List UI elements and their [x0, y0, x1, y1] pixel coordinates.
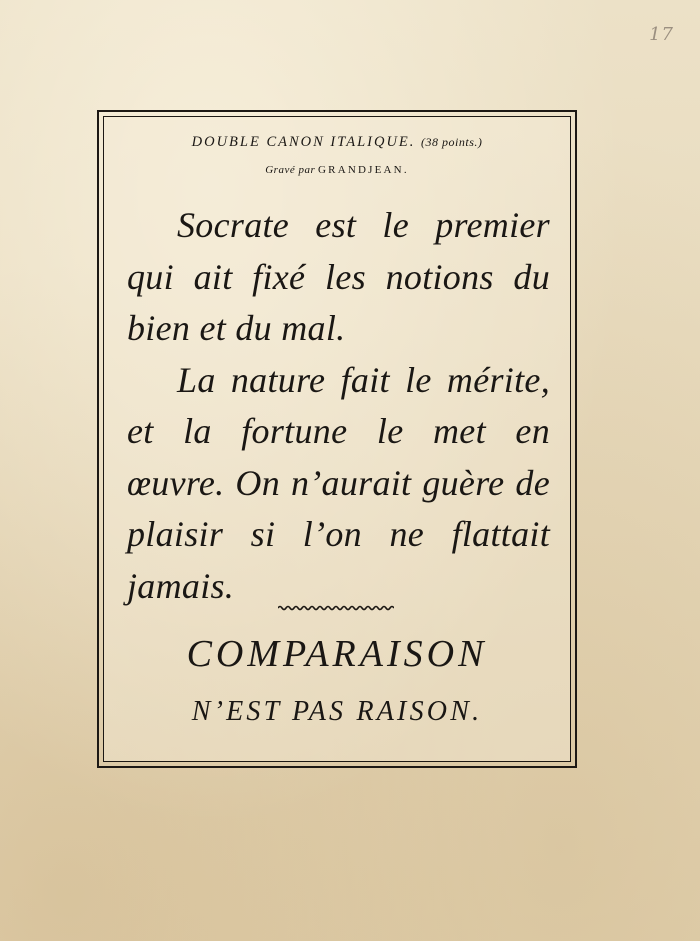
ornament-wave-icon [278, 604, 394, 612]
motto-line-1: COMPARAISON [186, 633, 488, 675]
engraved-by-prefix: Gravé par [265, 164, 316, 176]
paragraph-socrate: Socrate est le premier qui ait fixé les notions du bien et du mal. [127, 205, 550, 348]
page-number: 17 [649, 24, 674, 45]
ornamental-rule [278, 604, 394, 612]
engraver-name: GRANDJEAN. [318, 164, 409, 176]
specimen-title-line [97, 134, 577, 151]
motto-line-2: N’EST PAS RAISON. [191, 696, 483, 727]
engraver-credit [97, 164, 577, 176]
specimen-body-text [127, 200, 550, 612]
paragraph-nature: La nature fait le mérite, et la fortune le met en œuvre. On n’aurait guère de plaisir si l’on ne flattait jamais. [127, 359, 550, 606]
specimen-title: DOUBLE CANON ITALIQUE. [191, 134, 416, 150]
point-size-note: (38 points.) [421, 135, 483, 149]
